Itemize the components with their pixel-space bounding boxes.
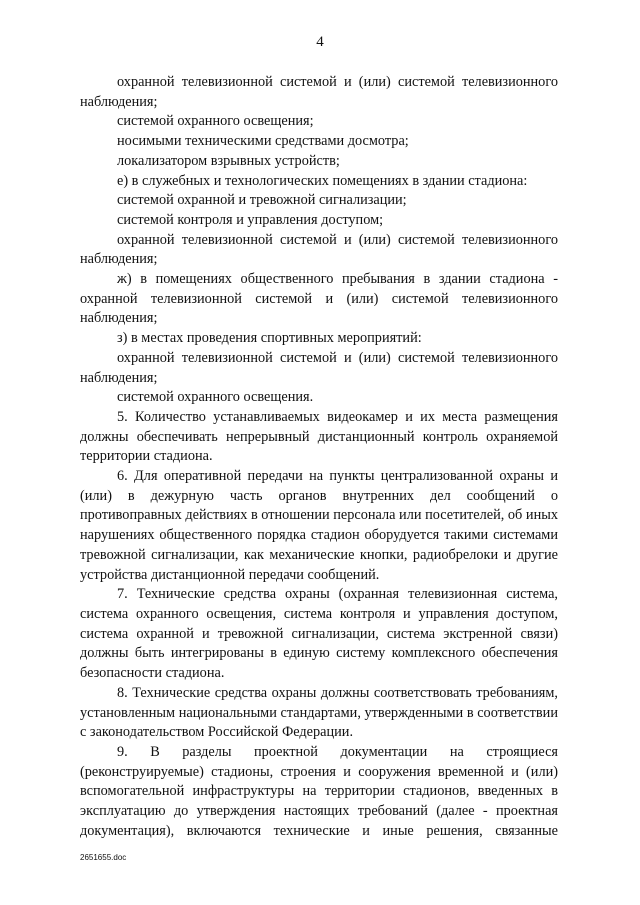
paragraph: з) в местах проведения спортивных мероприятий:: [117, 330, 422, 347]
paragraph: системой охранной и тревожной сигнализации;: [117, 192, 407, 209]
paragraph: системой охранного освещения.: [117, 389, 314, 406]
paragraph: 9. В разделы проектной документации на строящиеся (реконструируемые) стадионы, строения и сооружения временной и (или) вспомогательной инфраструктуры на территории стадионов, введенных в эксплуатацию до утверждения настоящих требований (далее - проектная документация), включаются технические и иные решения, связанные: [80, 743, 558, 839]
paragraph: охранной телевизионной системой и (или) системой телевизионного наблюдения;: [80, 349, 558, 386]
paragraph: е) в служебных и технологических помещениях в здании стадиона:: [117, 172, 528, 189]
document-body: [80, 73, 558, 841]
paragraph: системой контроля и управления доступом;: [117, 211, 384, 228]
paragraph: 5. Количество устанавливаемых видеокамер и их места размещения должны обеспечивать непрерывный дистанционный контроль охраняемой территории стадиона.: [80, 408, 558, 465]
paragraph: локализатором взрывных устройств;: [117, 152, 340, 169]
paragraph: носимыми техническими средствами досмотра;: [117, 133, 409, 150]
page-number: 4: [316, 34, 324, 50]
paragraph: системой охранного освещения;: [117, 113, 314, 130]
file-name-footer: 2651655.doc: [80, 853, 127, 862]
paragraph: 8. Технические средства охраны должны соответствовать требованиям, установленным национальными стандартами, утвержденными в соответствии с законодательством Российской Федерации.: [80, 684, 558, 741]
paragraph: 6. Для оперативной передачи на пункты централизованной охраны и (или) в дежурную часть органов внутренних дел сообщений о противоправных действиях в отношении персонала или посетителей, об иных нарушениях общественного порядка стадион оборудуется такими системами тревожной сигнализации, как механические кнопки, радиобрелоки и другие устройства дистанционной передачи сообщений.: [80, 468, 558, 583]
paragraph: ж) в помещениях общественного пребывания в здании стадиона - охранной телевизионной системой и (или) системой телевизионного наблюдения;: [80, 271, 558, 327]
paragraph: охранной телевизионной системой и (или) системой телевизионного наблюдения;: [80, 74, 558, 110]
paragraph: 7. Технические средства охраны (охранная телевизионная система, система охранного освещения, система контроля и управления доступом, система охранной и тревожной сигнализации, система экстренной связи) должны быть интегрированы в единую систему комплексного обеспечения безопасности стадиона.: [80, 586, 558, 682]
paragraph: охранной телевизионной системой и (или) системой телевизионного наблюдения;: [80, 231, 558, 268]
